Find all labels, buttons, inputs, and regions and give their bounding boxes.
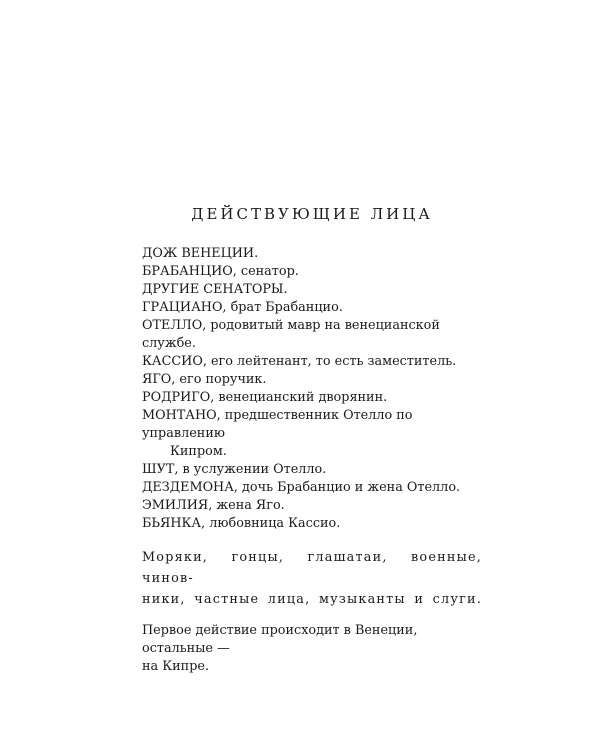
list-item: [142, 299, 482, 317]
list-item: [142, 263, 482, 281]
list-item: [142, 479, 482, 497]
character-entry: КАССИО, его лейтенант, то есть заместитель.: [142, 354, 457, 369]
character-entry: ЯГО, его поручик.: [142, 372, 267, 387]
character-entry: ЭМИЛИЯ, жена Яго.: [142, 498, 285, 513]
page-title: ДЕЙСТВУЮЩИЕ ЛИЦА: [191, 205, 433, 223]
character-entry: РОДРИГО, венецианский дворянин.: [142, 390, 388, 405]
character-entry: ГРАЦИАНО, брат Брабанцио.: [142, 300, 343, 315]
character-entry: ДРУГИЕ СЕНАТОРЫ.: [142, 282, 288, 297]
list-item: [142, 497, 482, 515]
list-item: [142, 353, 482, 371]
extras-line: Моряки, гонцы, глашатаи, военные, чинов-: [142, 550, 482, 586]
page-content: [142, 205, 482, 676]
list-item: [142, 281, 482, 299]
setting-line: Первое действие происходит в Венеции, остальные —: [142, 623, 418, 656]
list-item: [142, 407, 482, 461]
list-item: [142, 515, 482, 533]
character-entry: БРАБАНЦИО, сенатор.: [142, 264, 299, 279]
setting-line: на Кипре.: [142, 659, 210, 674]
setting-paragraph: [142, 622, 482, 676]
list-item: [142, 371, 482, 389]
list-item: [142, 245, 482, 263]
character-entry: ДОЖ ВЕНЕЦИИ.: [142, 246, 259, 261]
extras-line: ники, частные лица, музыканты и слуги.: [142, 592, 482, 607]
character-entry: БЬЯНКА, любовница Кассио.: [142, 516, 341, 531]
character-entry: ШУТ, в услужении Отелло.: [142, 462, 327, 477]
list-item: [142, 389, 482, 407]
list-item: [142, 317, 482, 353]
character-entry-continuation: Кипром.: [170, 444, 227, 459]
character-entry: ДЕЗДЕМОНА, дочь Брабанцио и жена Отелло.: [142, 480, 461, 495]
character-entry: ОТЕЛЛО, родовитый мавр на венецианской службе.: [142, 318, 440, 351]
list-item: [142, 461, 482, 479]
character-entry: МОНТАНО, предшественник Отелло по управлению: [142, 408, 413, 441]
extras-paragraph: [142, 547, 482, 610]
character-list: [142, 245, 482, 533]
